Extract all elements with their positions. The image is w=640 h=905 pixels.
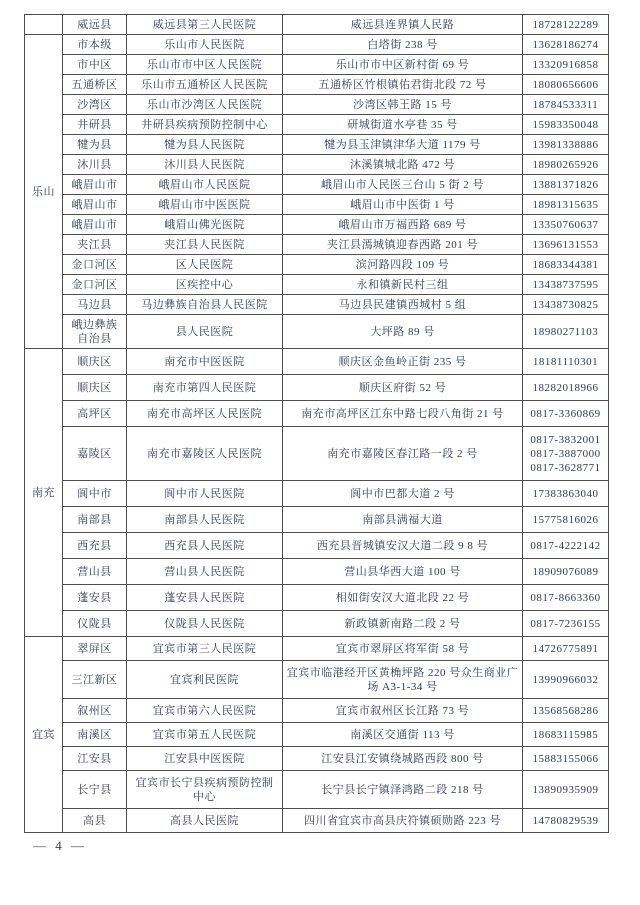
- phone-cell: 18980265926: [523, 155, 609, 175]
- address-cell: 夹江县漹城镇迎春西路 201 号: [283, 235, 523, 255]
- phone-cell: 0817-3360869: [523, 401, 609, 427]
- district-cell: 叙州区: [63, 699, 127, 723]
- facility-cell: 井研县疾病预防控制中心: [127, 115, 283, 135]
- table-row: [25, 115, 609, 135]
- district-cell: 沙湾区: [63, 95, 127, 115]
- address-cell: 威远县连界镇人民路: [283, 15, 523, 35]
- address-cell: 宜宾市叙州区长江路 73 号: [283, 699, 523, 723]
- phone-cell: 18181110301: [523, 349, 609, 375]
- facility-cell: 南充市第四人民医院: [127, 375, 283, 401]
- table-row: [25, 771, 609, 809]
- district-cell: 阆中市: [63, 481, 127, 507]
- phone-cell: 0817-8663360: [523, 585, 609, 611]
- phone-cell: 18683115985: [523, 723, 609, 747]
- district-cell: 南部县: [63, 507, 127, 533]
- district-cell: 峨边彝族自治县: [63, 315, 127, 349]
- address-cell: 马边县民建镇西城村 5 组: [283, 295, 523, 315]
- address-cell: 南充市嘉陵区春江路一段 2 号: [283, 427, 523, 481]
- city-cell: 南充: [25, 349, 63, 637]
- phone-cell: 18980271103: [523, 315, 609, 349]
- table-row: [25, 15, 609, 35]
- district-cell: 马边县: [63, 295, 127, 315]
- phone-cell: 13890935909: [523, 771, 609, 809]
- district-cell: 蓬安县: [63, 585, 127, 611]
- district-cell: 峨眉山市: [63, 175, 127, 195]
- table-row: [25, 427, 609, 481]
- address-cell: 峨眉山市中医街 1 号: [283, 195, 523, 215]
- phone-cell: 0817-3832001 0817-3887000 0817-3628771: [523, 427, 609, 481]
- district-cell: 犍为县: [63, 135, 127, 155]
- table-row: [25, 481, 609, 507]
- facility-cell: 南充市嘉陵区人民医院: [127, 427, 283, 481]
- phone-cell: 13981338886: [523, 135, 609, 155]
- district-cell: 西充县: [63, 533, 127, 559]
- address-cell: 顺庆区金鱼岭正街 235 号: [283, 349, 523, 375]
- address-cell: 沐溪镇城北路 472 号: [283, 155, 523, 175]
- hospital-directory-table: [24, 14, 609, 833]
- facility-cell: 县人民医院: [127, 315, 283, 349]
- phone-cell: 0817-4222142: [523, 533, 609, 559]
- address-cell: 研城街道水亭巷 35 号: [283, 115, 523, 135]
- district-cell: 市中区: [63, 55, 127, 75]
- address-cell: 峨眉山市万福西路 689 号: [283, 215, 523, 235]
- phone-cell: 13696131553: [523, 235, 609, 255]
- facility-cell: 西充县人民医院: [127, 533, 283, 559]
- address-cell: 乐山市市中区新村街 69 号: [283, 55, 523, 75]
- facility-cell: 南充市中医医院: [127, 349, 283, 375]
- phone-cell: 13881371826: [523, 175, 609, 195]
- phone-cell: 0817-7236155: [523, 611, 609, 637]
- phone-cell: 18981315635: [523, 195, 609, 215]
- facility-cell: 宜宾市第五人民医院: [127, 723, 283, 747]
- facility-cell: 宜宾市第三人民医院: [127, 637, 283, 661]
- district-cell: 高坪区: [63, 401, 127, 427]
- address-cell: 长宁县长宁镇泽鸿路二段 218 号: [283, 771, 523, 809]
- address-cell: 阆中市巴都大道 2 号: [283, 481, 523, 507]
- facility-cell: 乐山市市中区人民医院: [127, 55, 283, 75]
- phone-cell: 13438730825: [523, 295, 609, 315]
- district-cell: 五通桥区: [63, 75, 127, 95]
- address-cell: 江安县江安镇绕城路西段 800 号: [283, 747, 523, 771]
- table-row: [25, 35, 609, 55]
- table-row: [25, 349, 609, 375]
- facility-cell: 乐山市五通桥区人民医院: [127, 75, 283, 95]
- facility-cell: 南部县人民医院: [127, 507, 283, 533]
- address-cell: 顺庆区府街 52 号: [283, 375, 523, 401]
- district-cell: 长宁县: [63, 771, 127, 809]
- table-row: [25, 699, 609, 723]
- table-row: [25, 215, 609, 235]
- phone-cell: 18909076089: [523, 559, 609, 585]
- district-cell: 高县: [63, 809, 127, 833]
- table-row: [25, 295, 609, 315]
- phone-cell: 13990966032: [523, 661, 609, 699]
- district-cell: 市本级: [63, 35, 127, 55]
- phone-cell: 15983350048: [523, 115, 609, 135]
- district-cell: 金口河区: [63, 275, 127, 295]
- table-row: [25, 55, 609, 75]
- district-cell: 威远县: [63, 15, 127, 35]
- facility-cell: 沐川县人民医院: [127, 155, 283, 175]
- address-cell: 营山县华西大道 100 号: [283, 559, 523, 585]
- address-cell: 沙湾区韩王路 15 号: [283, 95, 523, 115]
- city-cell: 宜宾: [25, 637, 63, 833]
- table-row: [25, 401, 609, 427]
- facility-cell: 宜宾市长宁县疾病预防控制中心: [127, 771, 283, 809]
- address-cell: 南溪区交通街 113 号: [283, 723, 523, 747]
- phone-cell: 13628186274: [523, 35, 609, 55]
- table-row: [25, 747, 609, 771]
- table-row: [25, 637, 609, 661]
- table-row: [25, 95, 609, 115]
- facility-cell: 蓬安县人民医院: [127, 585, 283, 611]
- table-row: [25, 275, 609, 295]
- facility-cell: 峨眉山市人民医院: [127, 175, 283, 195]
- phone-cell: 14726775891: [523, 637, 609, 661]
- table-row: [25, 135, 609, 155]
- address-cell: 新政镇新南路二段 2 号: [283, 611, 523, 637]
- district-cell: 嘉陵区: [63, 427, 127, 481]
- facility-cell: 夹江县人民医院: [127, 235, 283, 255]
- address-cell: 犍为县玉津镇津华大道 1179 号: [283, 135, 523, 155]
- phone-cell: 13320916858: [523, 55, 609, 75]
- address-cell: 相如街安汉大道北段 22 号: [283, 585, 523, 611]
- table-row: [25, 611, 609, 637]
- facility-cell: 乐山市人民医院: [127, 35, 283, 55]
- facility-cell: 高县人民医院: [127, 809, 283, 833]
- table-row: [25, 195, 609, 215]
- facility-cell: 宜宾利民医院: [127, 661, 283, 699]
- table-row: [25, 375, 609, 401]
- address-cell: 峨眉山市人民医三台山 5 街 2 号: [283, 175, 523, 195]
- address-cell: 白塔街 238 号: [283, 35, 523, 55]
- phone-cell: 13438737595: [523, 275, 609, 295]
- facility-cell: 区疾控中心: [127, 275, 283, 295]
- facility-cell: 宜宾市第六人民医院: [127, 699, 283, 723]
- table-row: [25, 235, 609, 255]
- facility-cell: 峨眉山佛光医院: [127, 215, 283, 235]
- address-cell: 五通桥区竹根镇佑君街北段 72 号: [283, 75, 523, 95]
- table-row: [25, 723, 609, 747]
- phone-cell: 18728122289: [523, 15, 609, 35]
- district-cell: 江安县: [63, 747, 127, 771]
- phone-cell: 15775816026: [523, 507, 609, 533]
- facility-cell: 江安县中医医院: [127, 747, 283, 771]
- table-row: [25, 585, 609, 611]
- address-cell: 滨河路四段 109 号: [283, 255, 523, 275]
- table-row: [25, 175, 609, 195]
- table-row: [25, 507, 609, 533]
- phone-cell: 18784533311: [523, 95, 609, 115]
- district-cell: 顺庆区: [63, 375, 127, 401]
- phone-cell: 18282018966: [523, 375, 609, 401]
- address-cell: 宜宾市翠屏区将军街 58 号: [283, 637, 523, 661]
- phone-cell: 18080656606: [523, 75, 609, 95]
- phone-cell: 13350760637: [523, 215, 609, 235]
- district-cell: 井研县: [63, 115, 127, 135]
- district-cell: 沐川县: [63, 155, 127, 175]
- address-cell: 大坪路 89 号: [283, 315, 523, 349]
- facility-cell: 犍为县人民医院: [127, 135, 283, 155]
- address-cell: 西充县晋城镇安汉大道二段 9 8 号: [283, 533, 523, 559]
- address-cell: 宜宾市临港经开区黄桷坪路 220 号众生商业广场 A3-1-34 号: [283, 661, 523, 699]
- table-row: [25, 661, 609, 699]
- facility-cell: 南充市高坪区人民医院: [127, 401, 283, 427]
- district-cell: 金口河区: [63, 255, 127, 275]
- facility-cell: 乐山市沙湾区人民医院: [127, 95, 283, 115]
- table-row: [25, 75, 609, 95]
- district-cell: 三江新区: [63, 661, 127, 699]
- city-cell: 乐山: [25, 35, 63, 349]
- district-cell: 峨眉山市: [63, 215, 127, 235]
- phone-cell: 13568568286: [523, 699, 609, 723]
- table-row: [25, 315, 609, 349]
- phone-cell: 15883155066: [523, 747, 609, 771]
- table-row: [25, 533, 609, 559]
- table-row: [25, 559, 609, 585]
- table-row: [25, 809, 609, 833]
- table-body: [25, 15, 609, 833]
- facility-cell: 峨眉山市中医医院: [127, 195, 283, 215]
- phone-cell: 14780829539: [523, 809, 609, 833]
- facility-cell: 阆中市人民医院: [127, 481, 283, 507]
- facility-cell: 营山县人民医院: [127, 559, 283, 585]
- table-row: [25, 155, 609, 175]
- city-cell: [25, 15, 63, 35]
- district-cell: 峨眉山市: [63, 195, 127, 215]
- district-cell: 顺庆区: [63, 349, 127, 375]
- facility-cell: 马边彝族自治县人民医院: [127, 295, 283, 315]
- address-cell: 四川省宜宾市高县庆符镇硕勋路 223 号: [283, 809, 523, 833]
- address-cell: 南部县满福大道: [283, 507, 523, 533]
- district-cell: 仪陇县: [63, 611, 127, 637]
- page-number: — 4 —: [33, 838, 87, 853]
- facility-cell: 仪陇县人民医院: [127, 611, 283, 637]
- table-row: [25, 255, 609, 275]
- address-cell: 南充市高坪区江东中路七段八角街 21 号: [283, 401, 523, 427]
- phone-cell: 18683344381: [523, 255, 609, 275]
- district-cell: 营山县: [63, 559, 127, 585]
- address-cell: 永和镇新民村三组: [283, 275, 523, 295]
- phone-cell: 17383863040: [523, 481, 609, 507]
- facility-cell: 区人民医院: [127, 255, 283, 275]
- district-cell: 夹江县: [63, 235, 127, 255]
- district-cell: 翠屏区: [63, 637, 127, 661]
- district-cell: 南溪区: [63, 723, 127, 747]
- facility-cell: 威远县第三人民医院: [127, 15, 283, 35]
